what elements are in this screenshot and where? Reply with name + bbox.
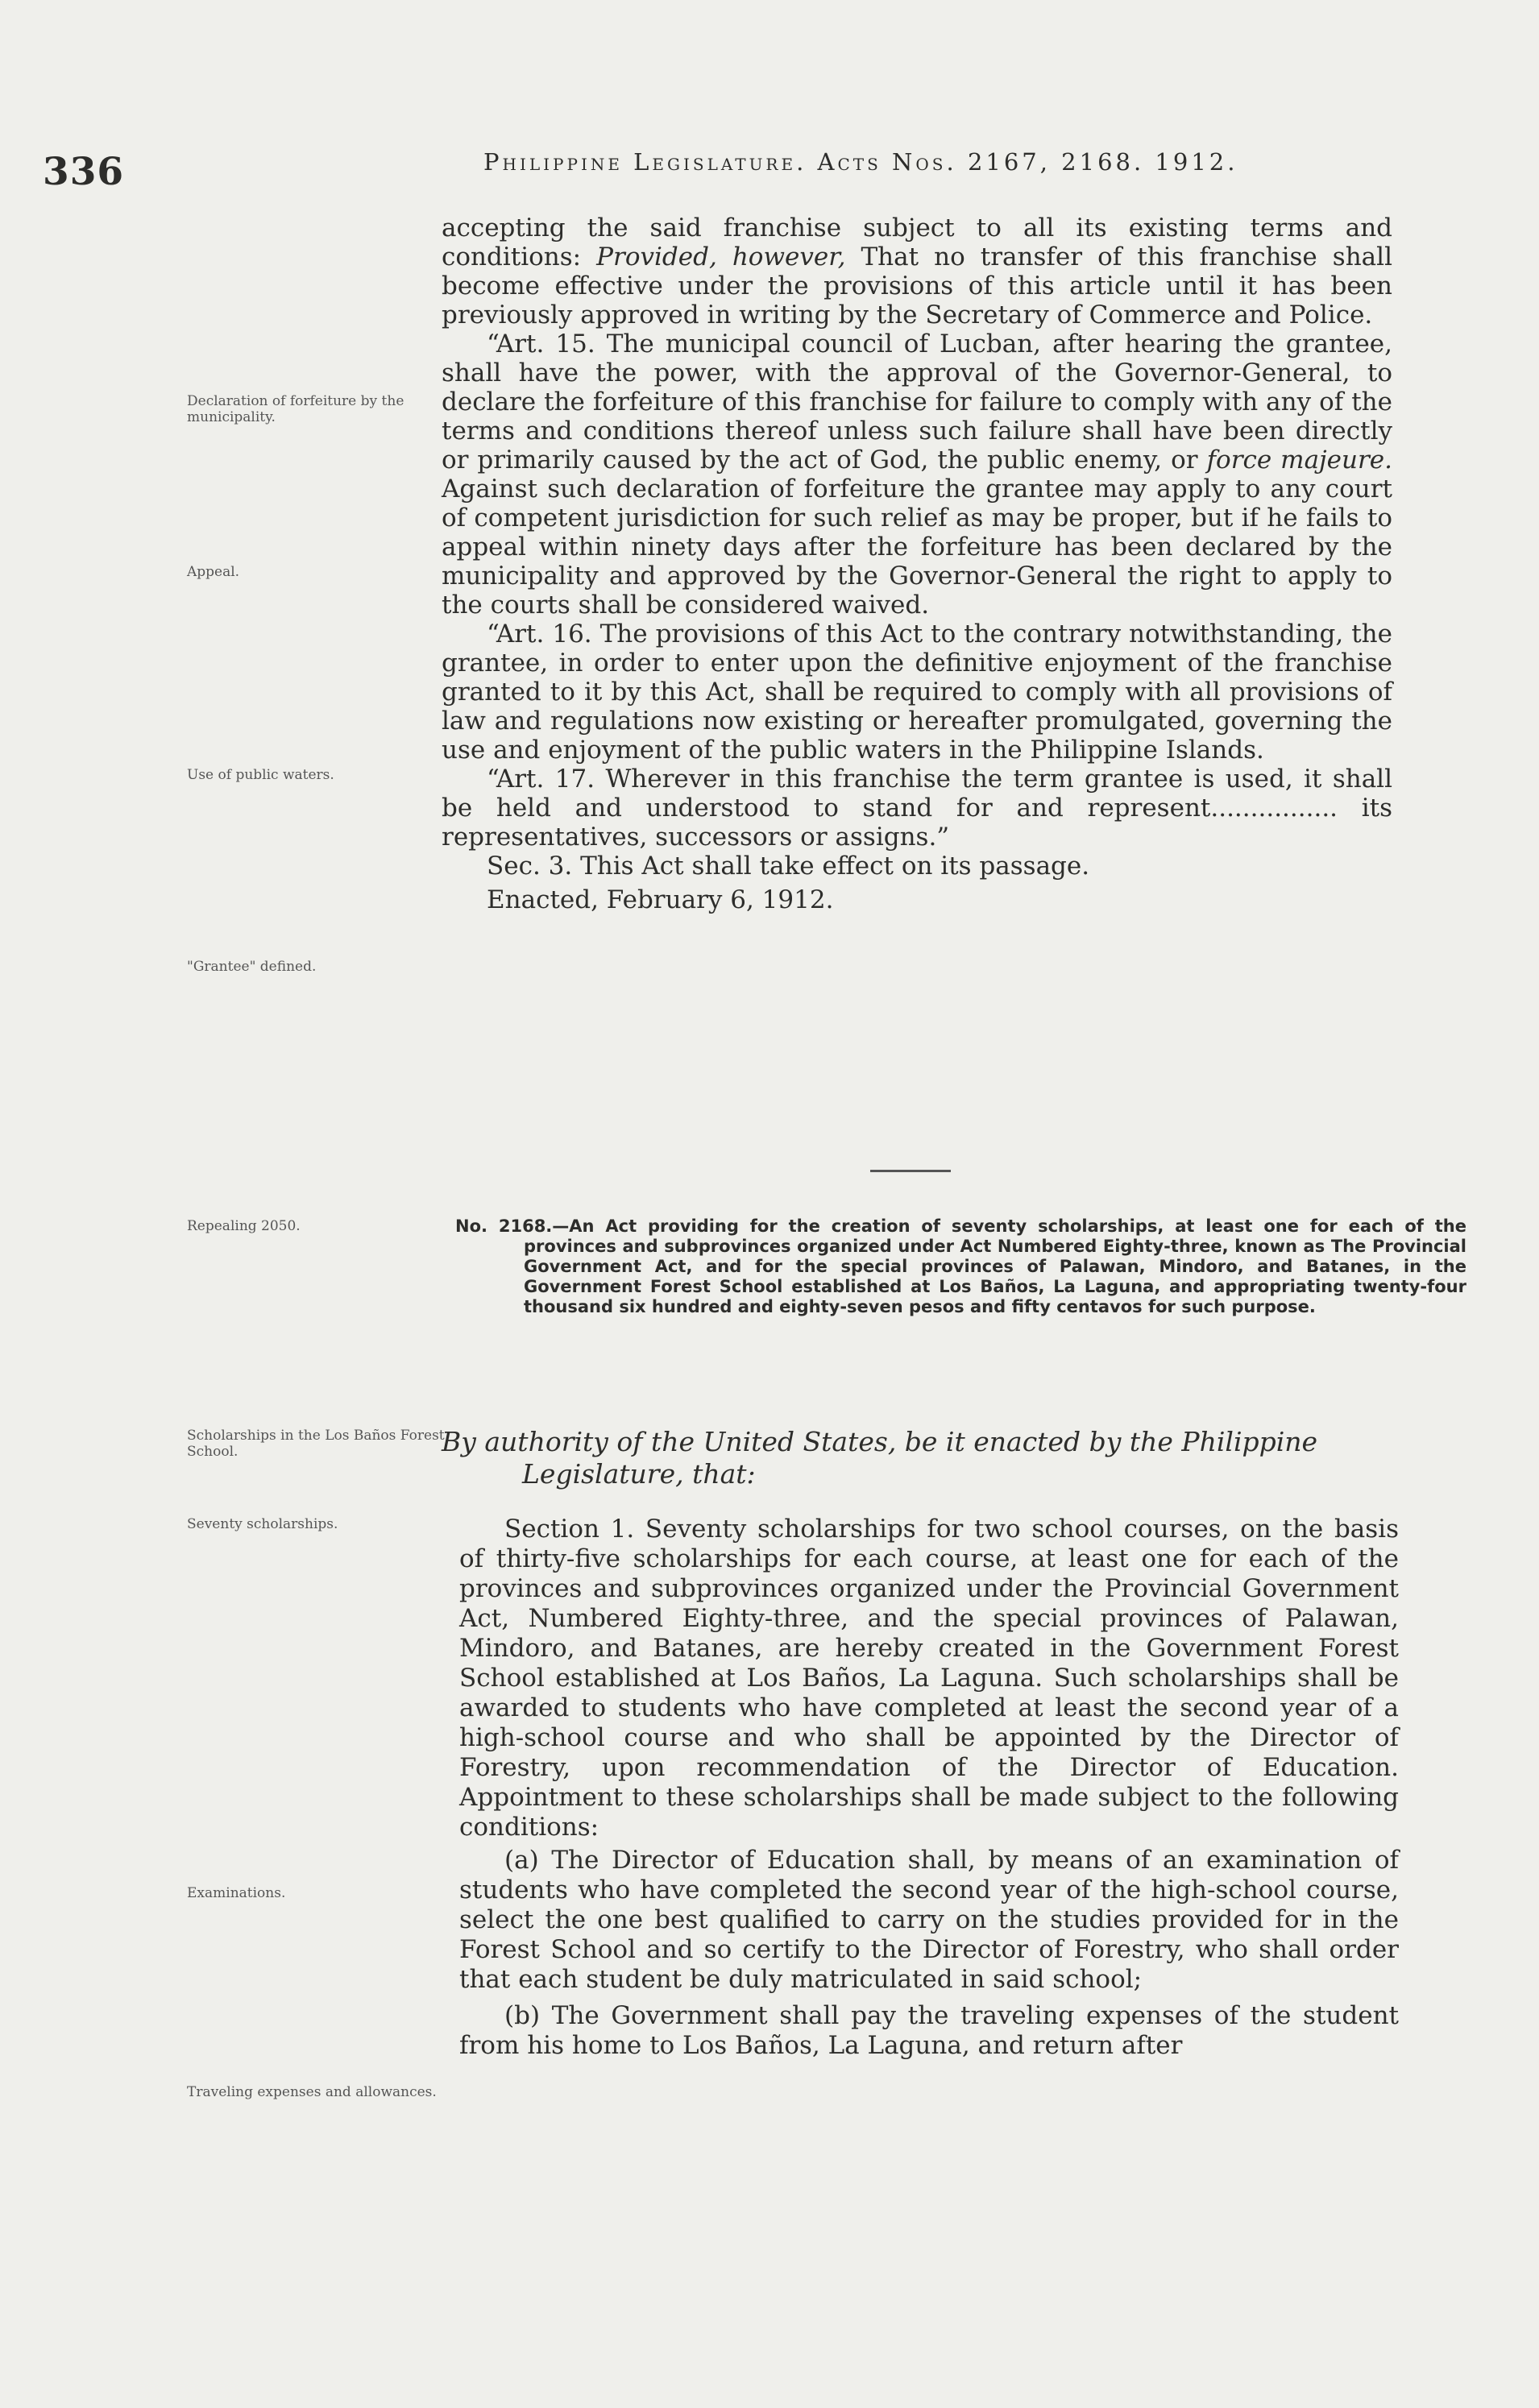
margin-note-public-waters: Use of public waters. (187, 767, 334, 783)
act-2167-text (442, 213, 1392, 914)
margin-note-examinations: Examinations. (187, 1885, 286, 1901)
enacting-clause: By authority of the United States, be it enacted by the Philippine Legislature, that: (442, 1426, 1318, 1490)
margin-note-appeal: Appeal. (187, 564, 240, 580)
paragraph-condition-b: (b) The Government shall pay the traveling expenses of the student from his home to Los Baños, La Laguna, and return after (459, 2001, 1399, 2060)
margin-note-scholarships: Scholarships in the Los Baños Forest School. (187, 1428, 445, 1460)
paragraph-art-15: “Art. 15. The municipal council of Lucban, after hearing the grantee, shall have the power, with the approval of the Governor-General, to declare the forfeiture of this franchise for failure to comply with any of the terms and conditions thereof unless such failure shall have been directly or primarily caused by the act of God, the public enemy, or force majeure. Against such declaration of forfeiture the grantee may apply to any court of competent jurisdiction for such relief as may be proper, but if he fails to appeal within ninety days after the forfeiture has been declared by the municipality and approved by the Governor-General the right to apply to the courts shall be considered waived. (442, 329, 1392, 620)
paragraph-section-1: Section 1. Seventy scholarships for two school courses, on the basis of thirty-five scholarships for each course, at least one for each of the provinces and subprovinces organized under the Provincial Government Act, Numbered Eighty-three, and the special provinces of Palawan, Mindoro, and Batanes, are hereby created in the Government Forest School established at Los Baños, La Laguna. Such scholarships shall be awarded to students who have completed at least the second year of a high-school course and who shall be appointed by the Director of Forestry, upon recommendation of the Director of Education. Appointment to these scholarships shall be made subject to the following conditions: (459, 1515, 1399, 1842)
paragraph-art-16: “Art. 16. The provisions of this Act to the contrary notwithstanding, the grantee, in order to enter upon the definitive enjoyment of the franchise granted to it by this Act, shall be required to comply with all provisions of law and regulations now existing or hereafter promulgated, governing the use and enjoyment of the public waters in the Philippine Islands. (442, 620, 1392, 765)
margin-note-forfeiture: Declaration of forfeiture by the municipality. (187, 393, 404, 425)
enacted-date: Enacted, February 6, 1912. (487, 885, 834, 914)
paragraph-sec-3: Sec. 3. This Act shall take effect on its passage. (487, 852, 1090, 881)
section-divider (870, 1170, 951, 1172)
act-2168-heading: No. 2168.—An Act providing for the creation of seventy scholarships, at least one for each of the provinces and subprovinces organized under Act Numbered Eighty-three, known as The Provincial Government Act, and for the special provinces of Palawan, Mindoro, and Batanes, in the Government Forest School established at Los Baños, La Laguna, and appropriating twenty-four thousand six hundred and eighty-seven pesos and fifty centavos for such purpose. (455, 1216, 1466, 1316)
paragraph-condition-a: (a) The Director of Education shall, by means of an examination of students who have completed the second year of the high-school course, select the one best qualified to carry on the studies provided for in the Forest School and so certify to the Director of Forestry, who shall order that each student be duly matriculated in said school; (459, 1846, 1399, 1994)
running-head: Philippine Legislature. Acts Nos. 2167, 2168. 1912. (483, 148, 1238, 176)
page-number: 336 (43, 150, 125, 194)
act-2168-body (459, 1515, 1399, 2061)
margin-note-seventy: Seventy scholarships. (187, 1516, 338, 1532)
paragraph-transfer: accepting the said franchise subject to all its existing terms and conditions: Provided, however, That no transfer of this franchise shall become effective under the provisions of this article until it has been previously approved in writing by the Secretary of Commerce and Police. (442, 213, 1392, 329)
paragraph-art-17: “Art. 17. Wherever in this franchise the term grantee is used, it shall be held and understood to stand for and represent................ its representatives, successors or assigns.” (442, 765, 1392, 852)
margin-note-repealing: Repealing 2050. (187, 1218, 301, 1234)
margin-note-traveling: Traveling expenses and allowances. (187, 2084, 437, 2100)
margin-note-grantee: "Grantee" defined. (187, 959, 317, 975)
